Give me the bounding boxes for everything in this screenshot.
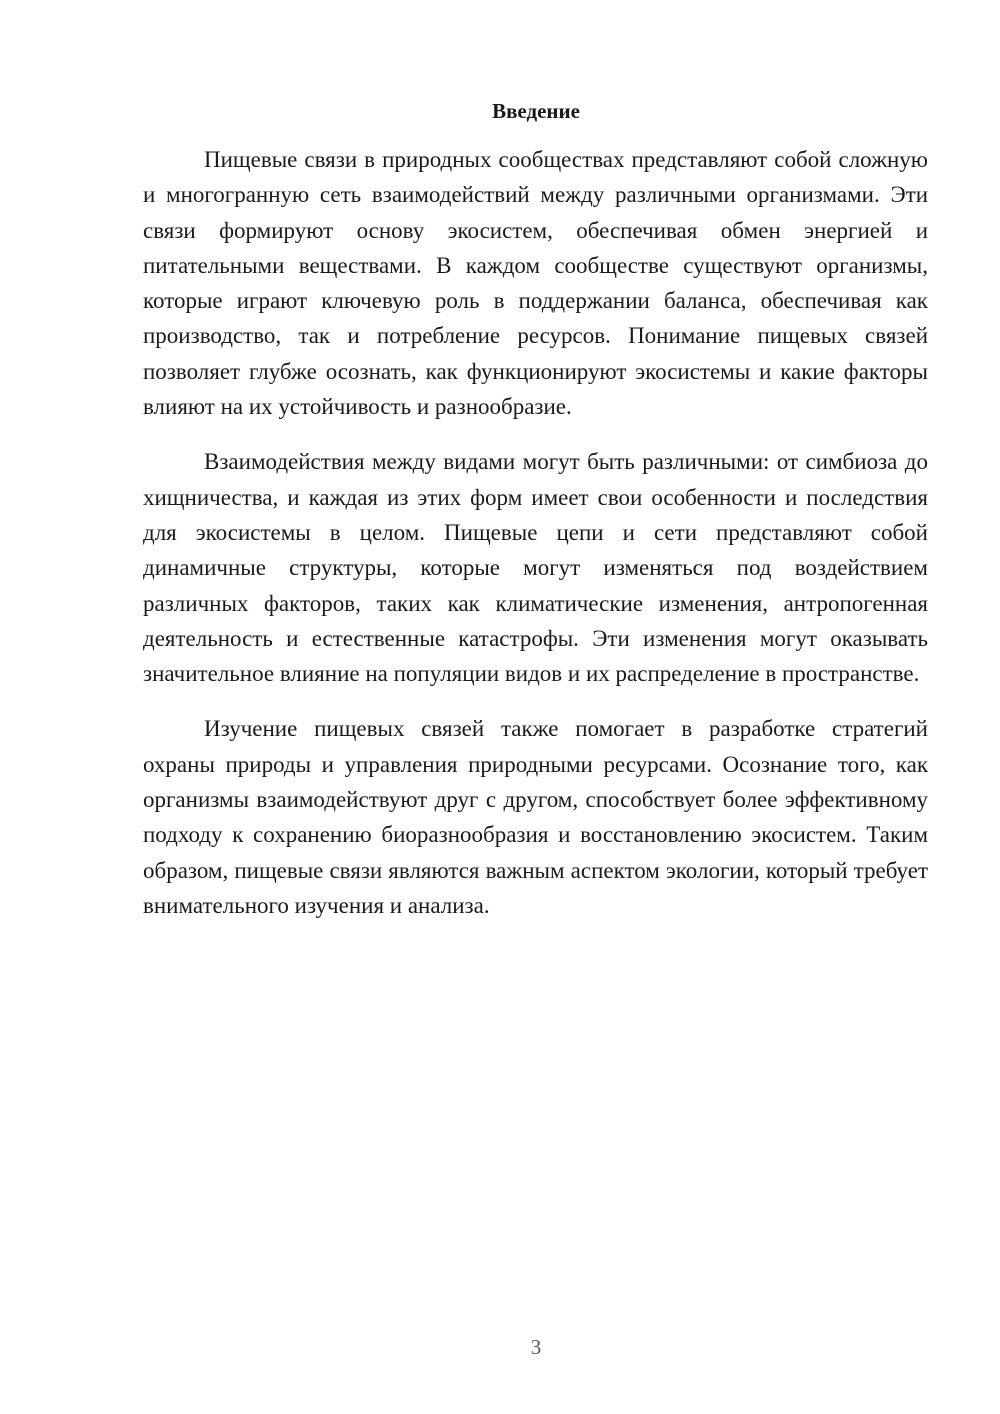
paragraph-2: Взаимодействия между видами могут быть различными: от симбиоза до хищничества, и каждая из этих форм имеет свои особенности и последствия для экосистемы в целом. Пищевые цепи и сети представляют собой динамичные структуры, которые могут изменяться под воздействием различных факторов, таких как климатические изменения, антропогенная деятельность и естественные катастрофы. Эти изменения могут оказывать значительное влияние на популяции видов и их распределение в пространстве. <box>143 449 928 687</box>
paragraph-1: Пищевые связи в природных сообществах представляют собой сложную и многогранную сеть взаимодействий между различными организмами. Эти связи формируют основу экосистем, обеспечивая обмен энергией и питательными веществами. В каждом сообществе существуют организмы, которые играют ключевую роль в поддержании баланса, обеспечивая как производство, так и потребление ресурсов. Понимание пищевых связей позволяет глубже осознать, как функционируют экосистемы и какие факторы влияют на их устойчивость и разнообразие. <box>143 147 928 420</box>
page-number: 3 <box>530 1335 542 1359</box>
body-text <box>143 142 928 943</box>
paragraph-3: Изучение пищевых связей также помогает в разработке стратегий охраны природы и управления природными ресурсами. Осознание того, как организмы взаимодействуют друг с другом, способствует более эффективному подходу к сохранению биоразнообразия и восстановлению экосистем. Таким образом, пищевые связи являются важным аспектом экологии, который требует внимательного изучения и анализа. <box>143 716 928 918</box>
section-title: Введение <box>492 99 580 123</box>
